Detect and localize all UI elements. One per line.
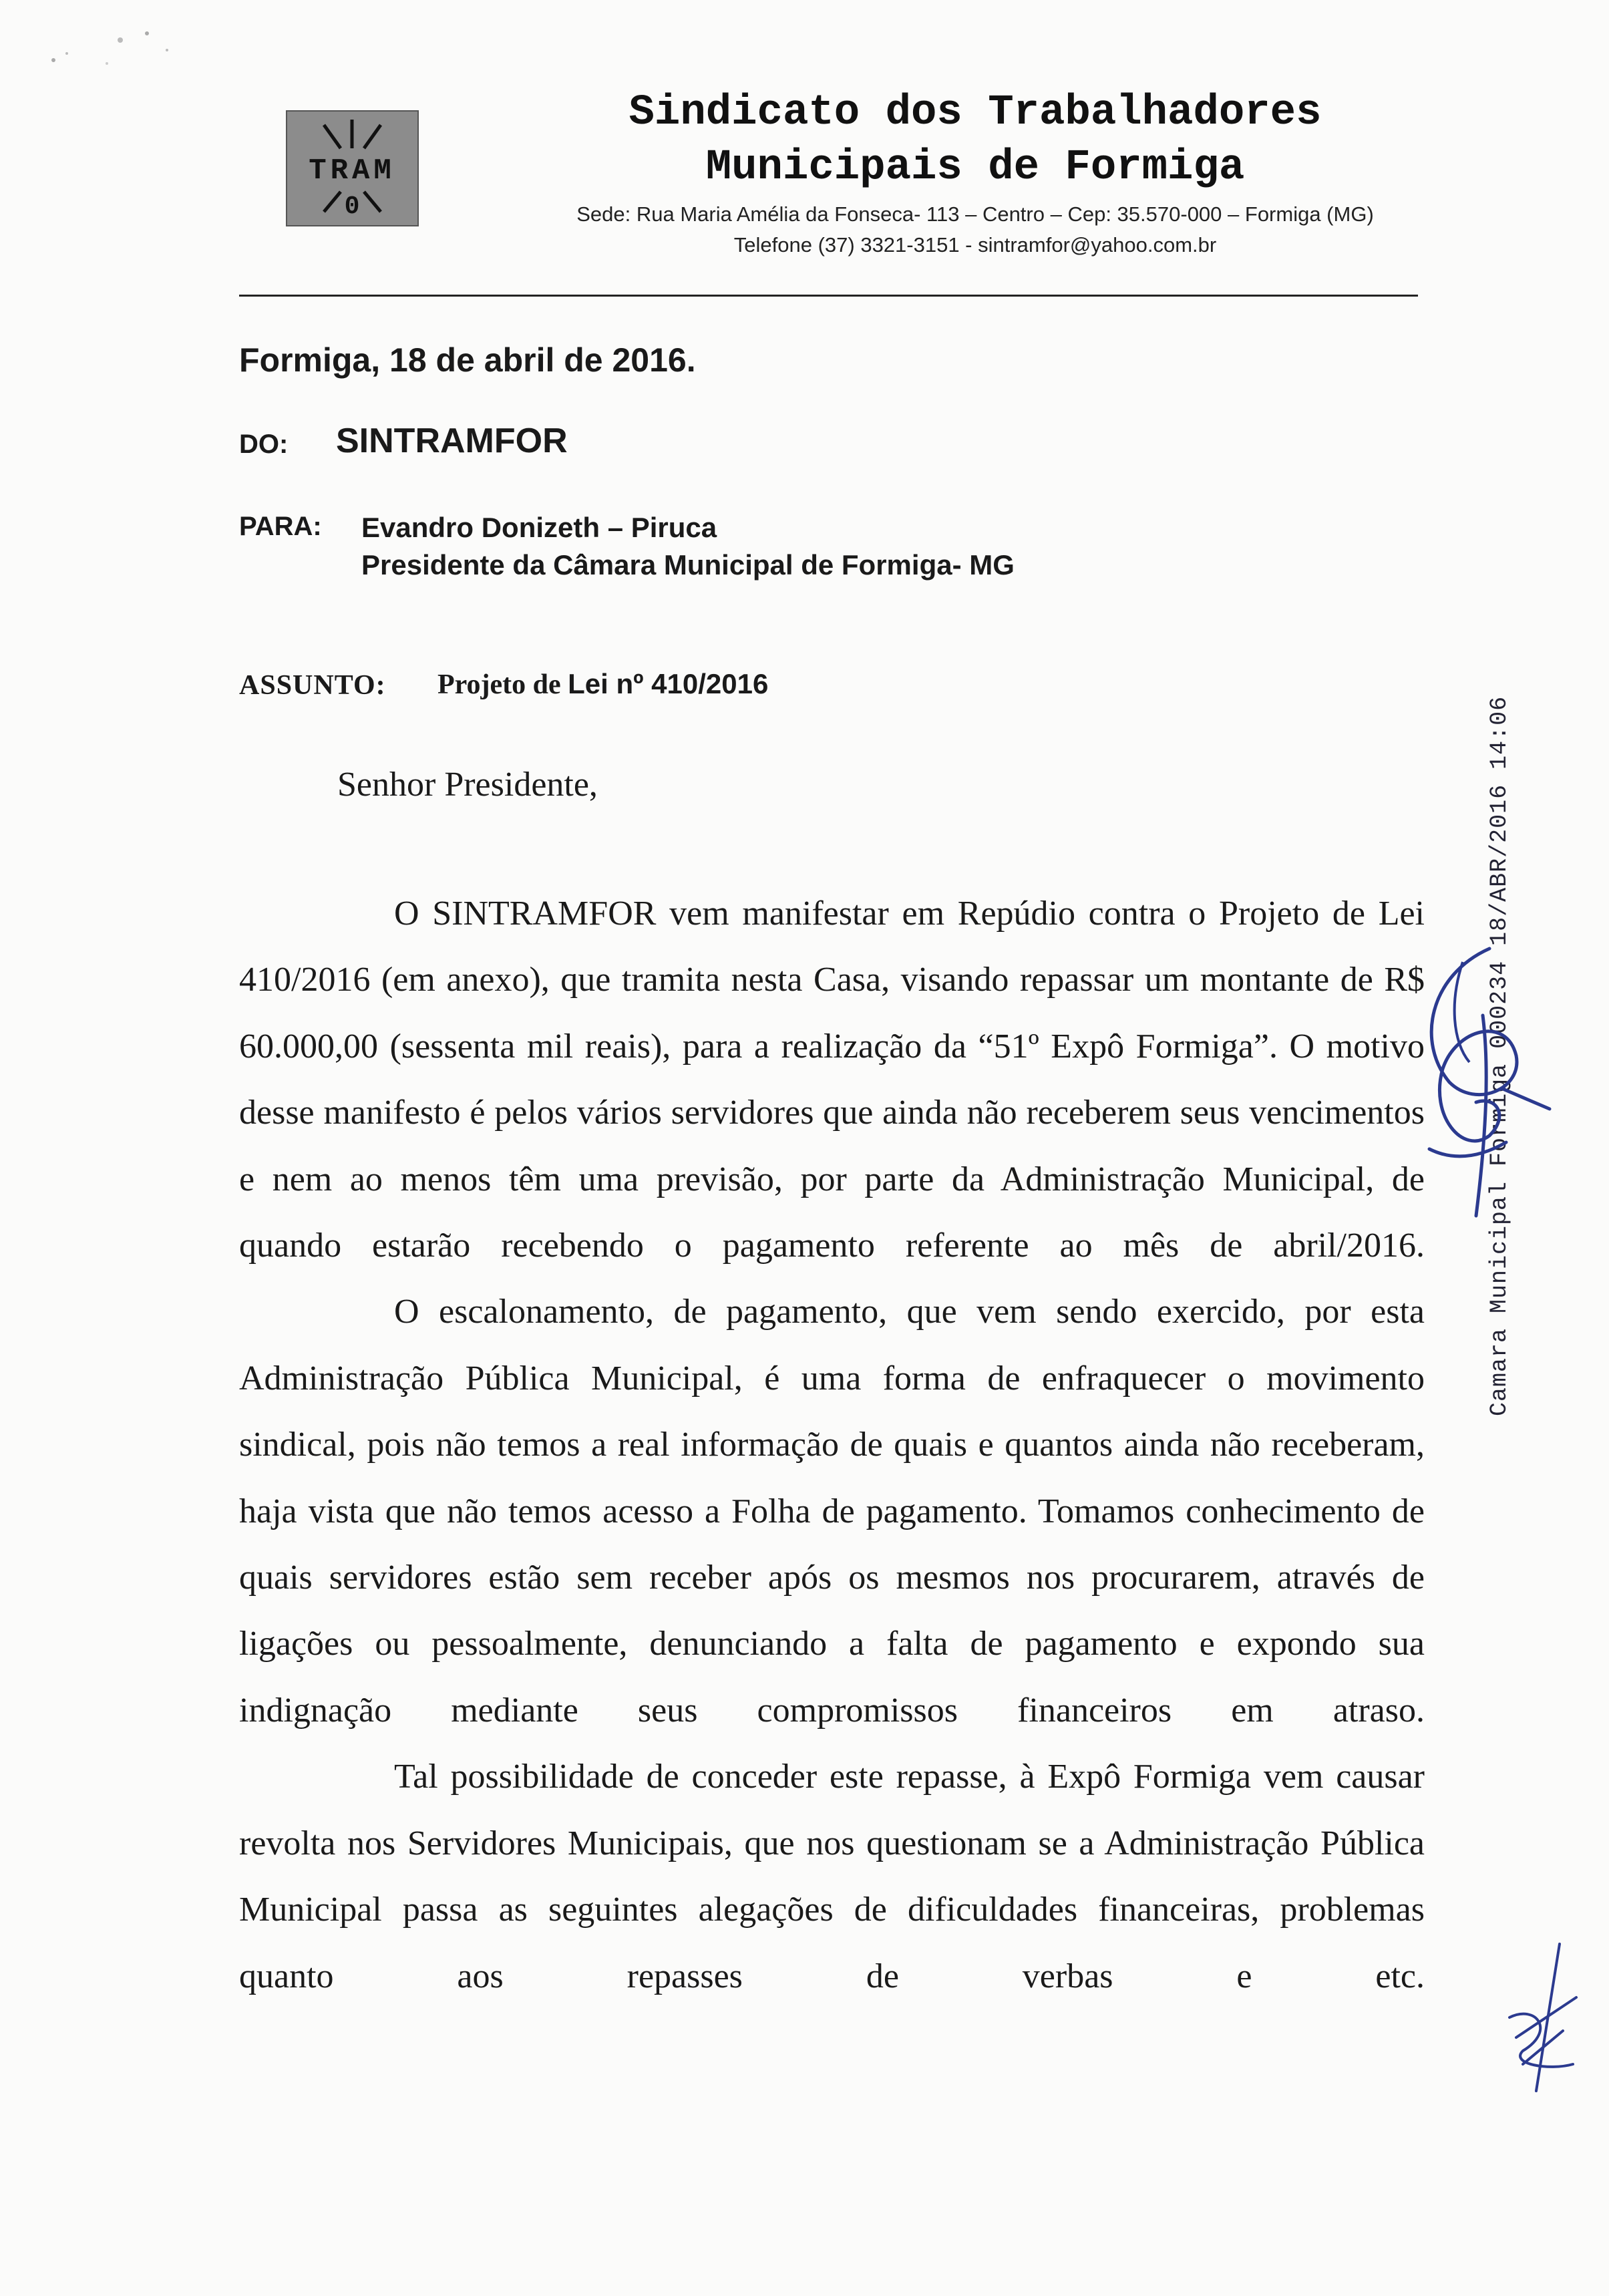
logo-lettering: TRAM <box>309 154 395 188</box>
org-name-line1: Sindicato dos Trabalhadores <box>629 89 1322 137</box>
subject-label: ASSUNTO: <box>239 670 386 701</box>
subject-prefix: Projeto de <box>437 669 561 700</box>
body-paragraph-2: O escalonamento, de pagamento, que vem sendo exercido, por esta Administração Pública Municipal, é uma forma de enfraquecer o movimento sindical, pois não temos a real informação de quais e quantos ainda não receberam, haja vista que não temos acesso a Folha de pagamento. Tomamos conhecimento de quais servidores estão sem receber após os mesmos nos procurarem, através de ligações ou pessoalmente, denunciando a falta de pagamento e expondo sua indignação mediante seus compromissos financeiros em atraso. <box>239 1293 1425 1730</box>
letter-body <box>239 880 1425 2009</box>
letter-date: Formiga, 18 de abril de 2016. <box>239 341 696 379</box>
address-line: Sede: Rua Maria Amélia da Fonseca- 113 – Centro – Cep: 35.570-000 – Formiga (MG) <box>576 202 1374 226</box>
org-name <box>468 86 1483 195</box>
body-paragraph-1: O SINTRAMFOR vem manifestar em Repúdio contra o Projeto de Lei 410/2016 (em anexo), que tramita nesta Casa, visando repassar um montante de R$ 60.000,00 (sessenta mil reais), para a realização da “51º Expô Formiga”. O motivo desse manifesto é pelos vários servidores que ainda não receberem seus vencimentos e nem ao menos têm uma previsão, por parte da Administração Municipal, de quando estarão recebendo o pagamento referente ao mês de abril/2016. <box>239 894 1425 1265</box>
header-divider <box>239 295 1418 297</box>
org-name-line2: Municipais de Formiga <box>705 144 1245 192</box>
subject-value <box>437 668 768 701</box>
handwritten-signature <box>1389 935 1563 1249</box>
scan-specks <box>40 13 187 87</box>
phone-email-line: Telefone (37) 3321-3151 - sintramfor@yahoo.com.br <box>733 233 1217 257</box>
protocol-stamp: Camara Municipal Formiga 000234 18/ABR/2016 14:06 <box>1486 695 1513 1416</box>
to-name: Evandro Donizeth – Piruca <box>361 512 717 543</box>
to-title: Presidente da Câmara Municipal de Formiga- MG <box>361 549 1015 581</box>
contact-info <box>468 199 1483 261</box>
initials-signature <box>1496 1937 1590 2098</box>
union-logo <box>286 110 419 226</box>
to-label: PARA: <box>239 512 322 541</box>
body-paragraph-3: Tal possibilidade de conceder este repasse, à Expô Formiga vem causar revolta nos Servidores Municipais, que nos questionam se a Administração Pública Municipal passa as seguintes alegações de dificuldades financeiras, problemas quanto aos repasses de verbas e etc. <box>239 1758 1425 1995</box>
from-value: SINTRAMFOR <box>336 422 568 460</box>
from-label: DO: <box>239 430 289 459</box>
svg-text:0: 0 <box>344 192 360 221</box>
subject-law-number: Lei nº 410/2016 <box>568 668 769 699</box>
salutation: Senhor Presidente, <box>337 766 598 804</box>
